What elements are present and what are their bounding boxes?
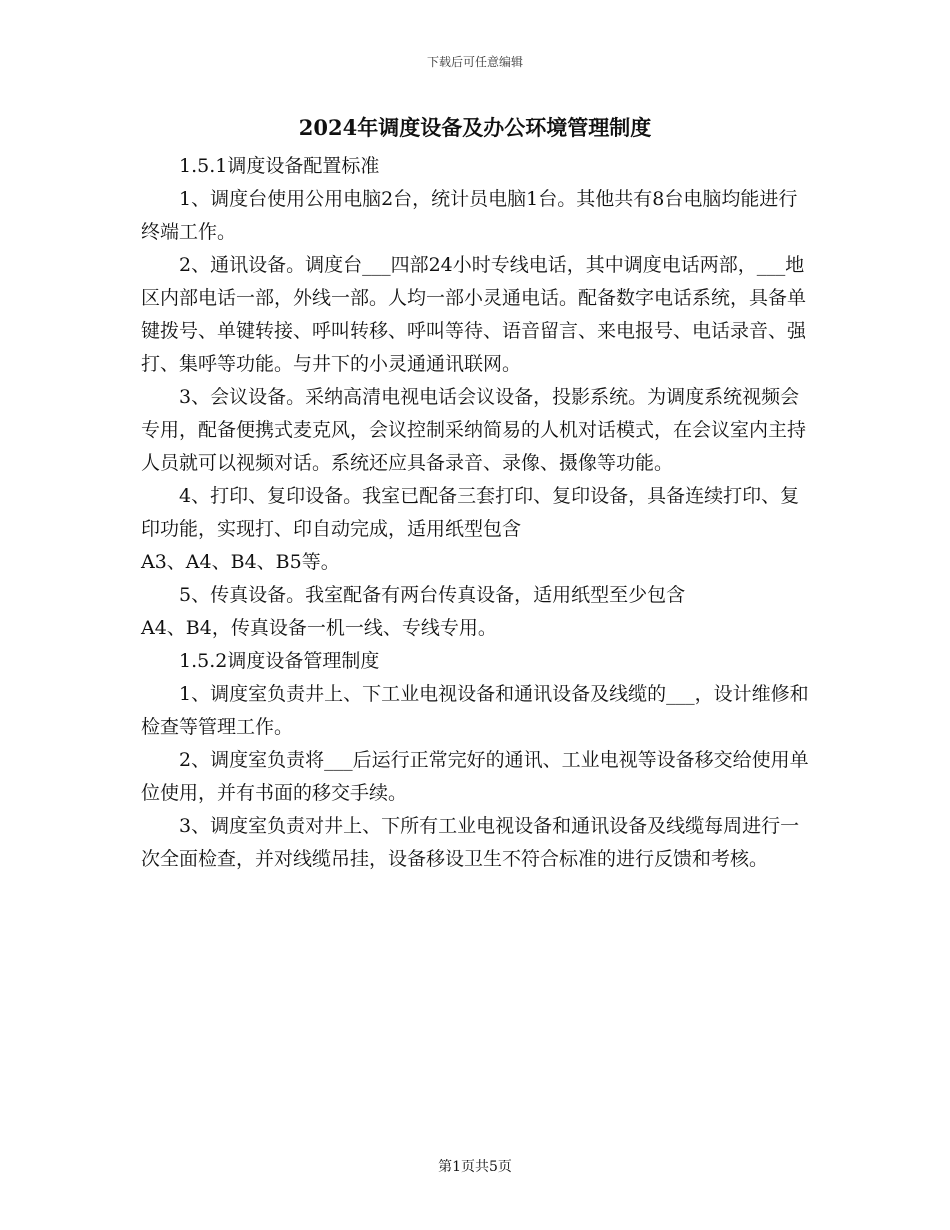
page-title: 2024年调度设备及办公环境管理制度 <box>298 115 652 140</box>
paragraph-section-1-5-1: 1.5.1调度设备配置标准 <box>179 155 380 177</box>
header-note: 下载后可任意编辑 <box>426 55 523 69</box>
paragraph-item-5-continued: A4、B4，传真设备一机一线、专线专用。 <box>141 617 497 639</box>
paragraph-item-2: 2、通讯设备。调度台___四部24小时专线电话，其中调度电话两部，___地区内部电话一部，外线一部。人均一部小灵通电话。配备数字电话系统，具备单键拨号、单键转接、呼叫转移、呼叫等待、语音留言、来电报号、电话录音、强打、集呼等功能。与井下的小灵通通讯联网。 <box>141 254 807 375</box>
paragraph-rule-3: 3、调度室负责对井上、下所有工业电视设备和通讯设备及线缆每周进行一次全面检查，并对线缆吊挂，设备移设卫生不符合标准的进行反馈和考核。 <box>141 815 800 870</box>
page-footer: 第1页共5页 <box>438 1159 512 1175</box>
paragraph-item-3: 3、会议设备。采纳高清电视电话会议设备，投影系统。为调度系统视频会专用，配备便携式麦克风，会议控制采纳简易的人机对话模式，在会议室内主持人员就可以视频对话。系统还应具备录音、录像、摄像等功能。 <box>141 386 807 474</box>
paragraph-rule-1: 1、调度室负责井上、下工业电视设备和通讯设备及线缆的___，设计维修和检查等管理工作。 <box>141 683 809 738</box>
document-body <box>141 150 813 876</box>
paragraph-section-1-5-2: 1.5.2调度设备管理制度 <box>179 650 380 672</box>
paragraph-item-4-continued: A3、A4、B4、B5等。 <box>141 551 340 573</box>
paragraph-item-1: 1、调度台使用公用电脑2台，统计员电脑1台。其他共有8台电脑均能进行终端工作。 <box>141 188 798 243</box>
paragraph-item-4: 4、打印、复印设备。我室已配备三套打印、复印设备，具备连续打印、复印功能，实现打、印自动完成，适用纸型包含 <box>141 485 800 540</box>
paragraph-item-5: 5、传真设备。我室配备有两台传真设备，适用纸型至少包含 <box>179 584 686 606</box>
paragraph-rule-2: 2、调度室负责将___后运行正常完好的通讯、工业电视等设备移交给使用单位使用，并有书面的移交手续。 <box>141 749 809 804</box>
